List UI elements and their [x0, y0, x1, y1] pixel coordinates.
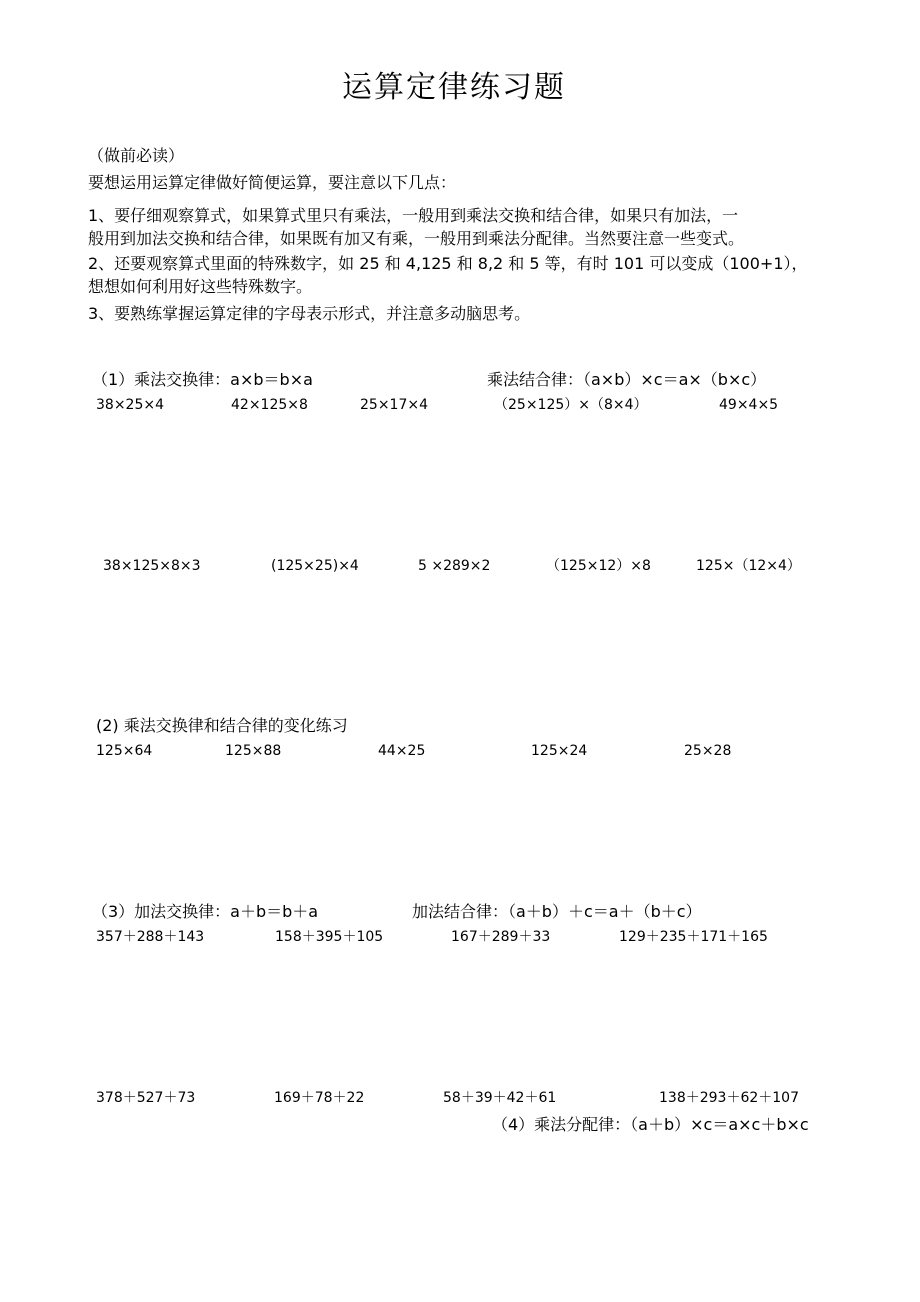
tip-1-line-1: 1、要仔细观察算式，如果算式里只有乘法，一般用到乘法交换和结合律，如果只有加法，一: [88, 206, 739, 225]
section-2-heading: (2) 乘法交换律和结合律的变化练习: [96, 716, 348, 735]
exercise: 378＋527＋73: [96, 1090, 196, 1106]
intro-lead: 要想运用运算定律做好简便运算，要注意以下几点：: [88, 173, 457, 192]
exercise: 58＋39＋42＋61: [443, 1090, 557, 1106]
exercise: 125×64: [96, 743, 153, 759]
exercise: （25×125）×（8×4）: [494, 397, 648, 413]
page-title: 运算定律练习题: [342, 70, 566, 105]
tip-2-line-2: 想想如何利用好这些特殊数字。: [88, 277, 313, 296]
exercise: 167＋289＋33: [451, 929, 551, 945]
intro-heading: （做前必读）: [88, 146, 185, 165]
exercise: 38×125×8×3: [103, 558, 201, 574]
section-3-law-commutative: （3）加法交换律：a＋b＝b＋a: [92, 902, 319, 921]
exercise: 5 ×289×2: [418, 558, 491, 574]
section-4-law-distributive: （4）乘法分配律：（a＋b）×c＝a×c＋b×c: [492, 1115, 809, 1134]
exercise: 38×25×4: [96, 397, 164, 413]
exercise: 49×4×5: [719, 397, 779, 413]
exercise: 125×24: [531, 743, 588, 759]
exercise: 44×25: [378, 743, 426, 759]
tip-2-line-1: 2、还要观察算式里面的特殊数字，如 25 和 4,125 和 8,2 和 5 等，有时 101 可以变成（100+1），: [88, 254, 808, 273]
exercise: (125×25)×4: [271, 558, 359, 574]
exercise: 129＋235＋171＋165: [619, 929, 768, 945]
exercise: 42×125×8: [231, 397, 308, 413]
exercise: 138＋293＋62＋107: [659, 1090, 799, 1106]
exercise: 125×（12×4）: [696, 558, 801, 574]
section-1-law-associative: 乘法结合律：（a×b）×c＝a×（b×c）: [487, 370, 767, 389]
exercise: 25×28: [684, 743, 732, 759]
tip-3: 3、要熟练掌握运算定律的字母表示形式，并注意多动脑思考。: [88, 304, 531, 323]
section-3-law-associative: 加法结合律：（a＋b）＋c＝a＋（b＋c）: [412, 902, 702, 921]
exercise: 357＋288＋143: [96, 929, 205, 945]
exercise: 169＋78＋22: [274, 1090, 365, 1106]
exercise: 158＋395＋105: [275, 929, 384, 945]
section-1-law-commutative: （1）乘法交换律：a×b＝b×a: [92, 370, 313, 389]
exercise: 25×17×4: [360, 397, 428, 413]
exercise: （125×12）×8: [546, 558, 651, 574]
tip-1-line-2: 般用到加法交换和结合律，如果既有加又有乘，一般用到乘法分配律。当然要注意一些变式。: [88, 229, 745, 248]
exercise: 125×88: [225, 743, 282, 759]
